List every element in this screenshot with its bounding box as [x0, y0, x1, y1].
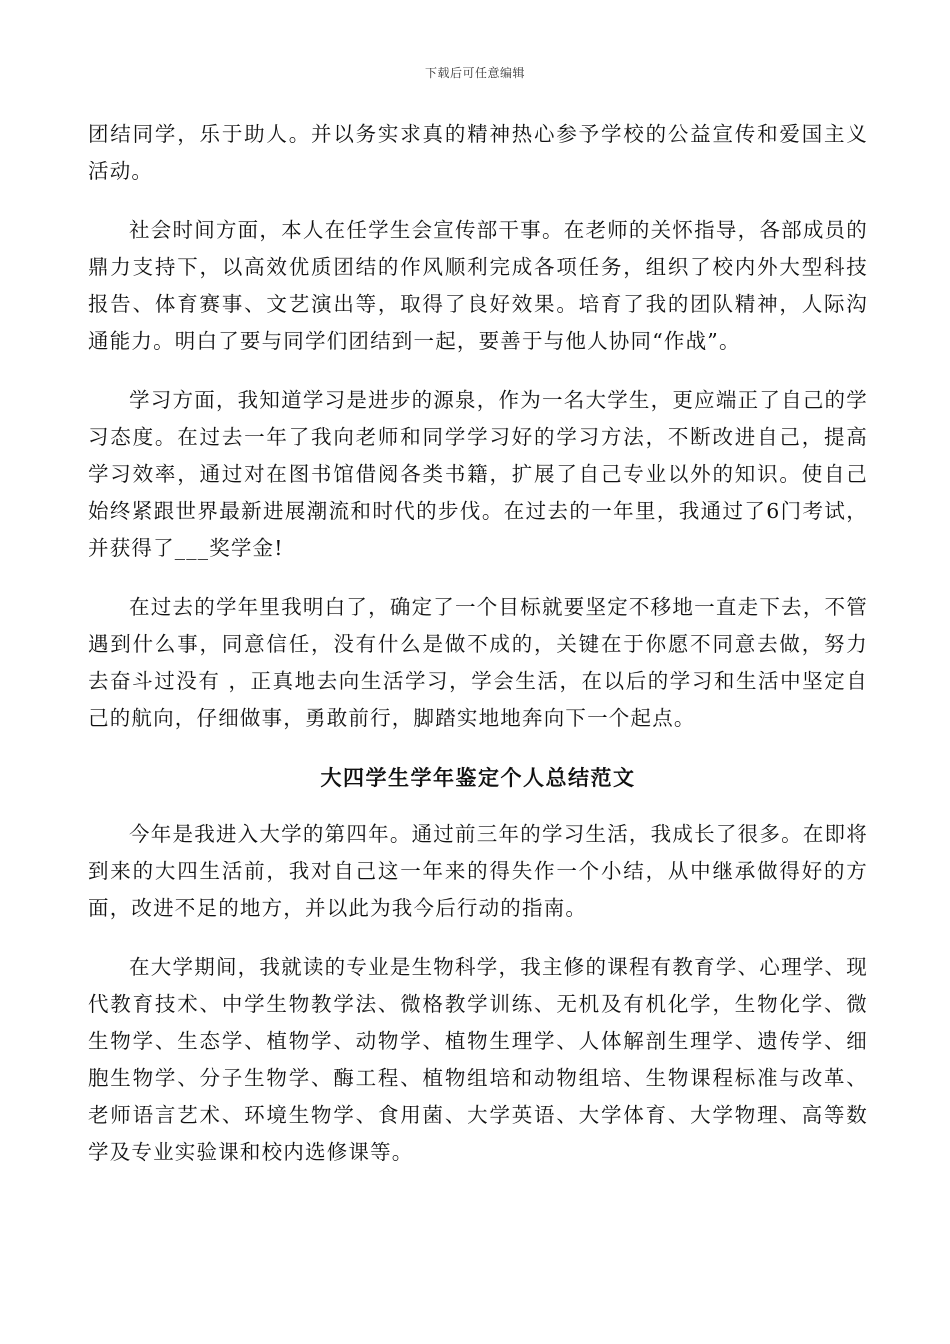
- document-body: [88, 116, 868, 1193]
- section-title: 大四学生学年鉴定个人总结范文: [320, 765, 636, 790]
- paragraph-reflection: 在过去的学年里我明白了，确定了一个目标就要坚定不移地一直走下去，不管遇到什么事，同意信任，没有什么是做不成的，关键在于你愿不同意去做，努力去奋斗过没有 ，正真地去向生活学习，学会生活，在以后的学习和生活中坚定自己的航向，仔细做事，勇敢前行，脚踏实地地奔向下一个起点。: [88, 595, 868, 730]
- paragraph-intro: 今年是我进入大学的第四年。通过前三年的学习生活，我成长了很多。在即将到来的大四生活前，我对自己这一年来的得失作一个小结，从中继承做得好的方面，改进不足的地方，并以此为我今后行动的指南。: [88, 822, 868, 920]
- paragraph-social-practice: 社会时间方面，本人在任学生会宣传部干事。在老师的关怀指导，各部成员的鼎力支持下，以高效优质团结的作风顺利完成各项任务，组织了校内外大型科技报告、体育赛事、文艺演出等，取得了良好效果。培育了我的团队精神，人际沟通能力。明白了要与同学们团结到一起，要善于与他人协同“作战”。: [88, 218, 868, 353]
- paragraph-continued: 团结同学，乐于助人。并以务实求真的精神热心参予学校的公益宣传和爱国主义活动。: [88, 122, 868, 183]
- paragraph-study: 学习方面，我知道学习是进步的源泉，作为一名大学生，更应端正了自己的学习态度。在过去一年了我向老师和同学学习好的学习方法，不断改进自己，提高学习效率，通过对在图书馆借阅各类书籍，扩展了自己专业以外的知识。使自己始终紧跟世界最新进展潮流和时代的步伐。在过去的一年里，我通过了6门考试，并获得了___奖学金!: [88, 388, 868, 560]
- page-header-note: 下载后可任意编辑: [424, 66, 525, 80]
- paragraph-courses: 在大学期间，我就读的专业是生物科学，我主修的课程有教育学、心理学、现代教育技术、中学生物教学法、微格教学训练、无机及有机化学，生物化学、微生物学、生态学、植物学、动物学、植物生理学、人体解剖生理学、遗传学、细胞生物学、分子生物学、酶工程、植物组培和动物组培、生物课程标准与改革、老师语言艺术、环境生物学、食用菌、大学英语、大学体育、大学物理、高等数学及专业实验课和校内选修课等。: [88, 955, 868, 1164]
